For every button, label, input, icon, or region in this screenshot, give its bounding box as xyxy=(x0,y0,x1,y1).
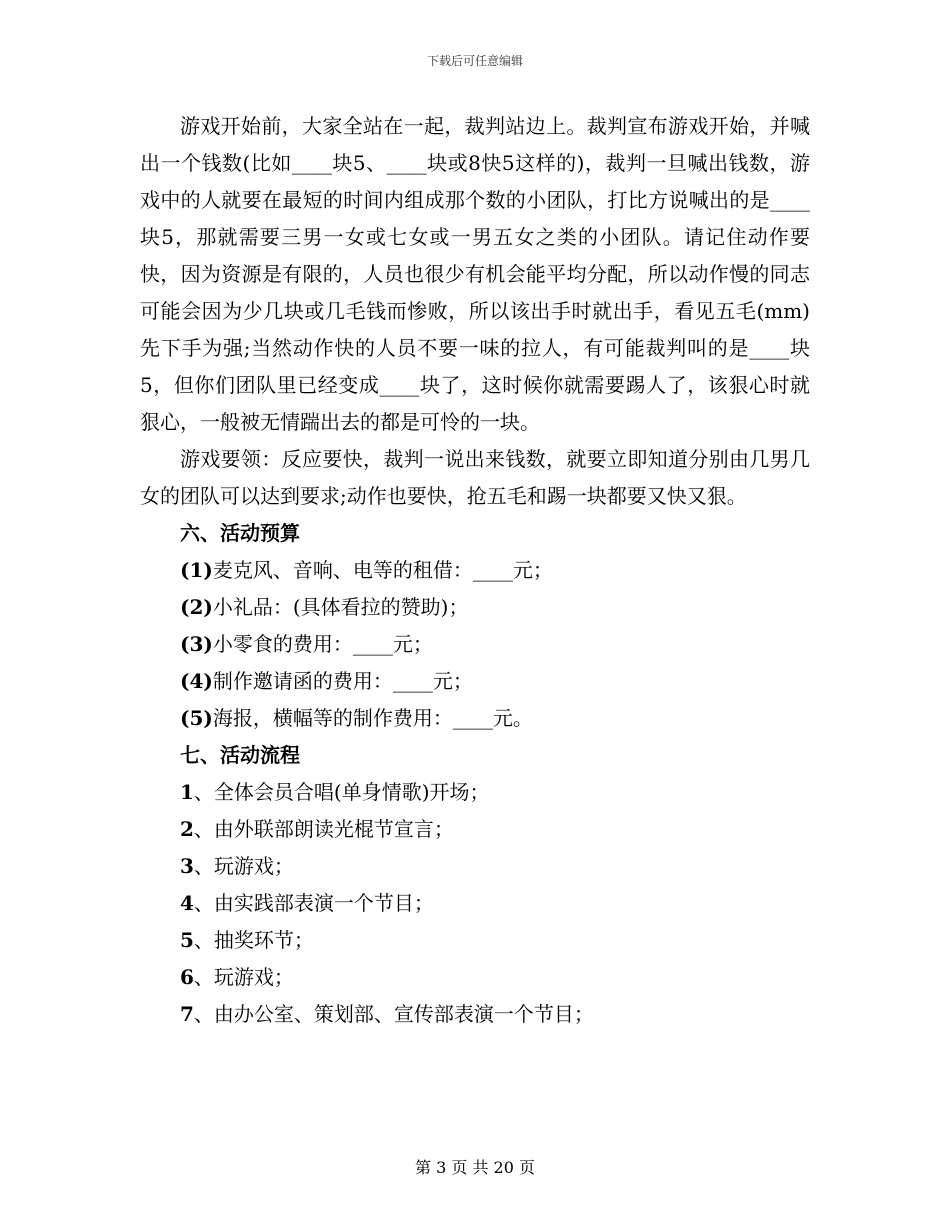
item-number: (5) xyxy=(180,706,213,730)
item-text: 麦克风、音响、电等的租借：____元； xyxy=(212,558,553,582)
item-number: 3 xyxy=(180,854,194,878)
paragraph-game-rules: 游戏开始前，大家全站在一起，裁判站边上。裁判宣布游戏开始，并喊出一个钱数(比如____块5、____块或8快5这样的)，裁判一旦喊出钱数，游戏中的人就要在最短的时间内组成那个数的小团队，打比方说喊出的是____块5，那就需要三男一女或七女或一男五女之类的小团队。请记住动作要快，因为资源是有限的，人员也很少有机会能平均分配，所以动作慢的同志可能会因为少几块或几毛钱而惨败，所以该出手时就出手，看见五毛(mm)先下手为强;当然动作快的人员不要一味的拉人，有可能裁判叫的是____块5，但你们团队里已经变成____块了，这时候你就需要踢人了，该狠心时就狠心，一般被无情踹出去的都是可怜的一块。 xyxy=(140,114,810,434)
item-number: 6 xyxy=(180,965,194,989)
list-item xyxy=(140,848,810,885)
item-number: (1) xyxy=(180,558,213,582)
list-item xyxy=(140,811,810,848)
item-text: 、抽奖环节； xyxy=(193,928,314,952)
item-text: 海报，横幅等的制作费用：____元。 xyxy=(212,706,533,730)
item-text: 、玩游戏； xyxy=(193,965,294,989)
list-item xyxy=(140,774,810,811)
list-item xyxy=(140,663,810,700)
item-number: (3) xyxy=(180,632,213,656)
item-text: 、由实践部表演一个节目； xyxy=(193,891,434,915)
list-item xyxy=(140,589,810,626)
item-number: 2 xyxy=(180,817,194,841)
item-number: (2) xyxy=(180,595,213,619)
item-number: 5 xyxy=(180,928,194,952)
page-footer: 第 3 页 共 20 页 xyxy=(415,1158,535,1177)
item-text: 小零食的费用：____元； xyxy=(212,632,433,656)
item-number: 7 xyxy=(180,1002,194,1026)
item-text: 、由外联部朗读光棍节宣言； xyxy=(193,817,454,841)
list-item xyxy=(140,552,810,589)
item-text: 小礼品：(具体看拉的赞助)； xyxy=(212,595,469,619)
document-body xyxy=(140,108,810,1033)
paragraph-game-tips: 游戏要领：反应要快，裁判一说出来钱数，就要立即知道分别由几男几女的团队可以达到要求;动作也要快，抢五毛和踢一块都要又快又狠。 xyxy=(140,447,810,508)
section-title-budget: 六、活动预算 xyxy=(180,521,300,545)
item-number: (4) xyxy=(180,669,213,693)
budget-list xyxy=(140,552,810,737)
item-number: 1 xyxy=(180,780,194,804)
item-number: 4 xyxy=(180,891,194,915)
item-text: 制作邀请函的费用：____元； xyxy=(212,669,473,693)
list-item xyxy=(140,959,810,996)
list-item xyxy=(140,922,810,959)
section-title-process: 七、活动流程 xyxy=(180,743,300,767)
item-text: 、全体会员合唱(单身情歌)开场； xyxy=(193,780,490,804)
list-item xyxy=(140,626,810,663)
list-item xyxy=(140,700,810,737)
page-header: 下载后可任意编辑 xyxy=(426,54,523,68)
item-text: 、玩游戏； xyxy=(193,854,294,878)
item-text: 、由办公室、策划部、宣传部表演一个节目； xyxy=(193,1002,594,1026)
list-item xyxy=(140,996,810,1033)
process-list xyxy=(140,774,810,1033)
list-item xyxy=(140,885,810,922)
